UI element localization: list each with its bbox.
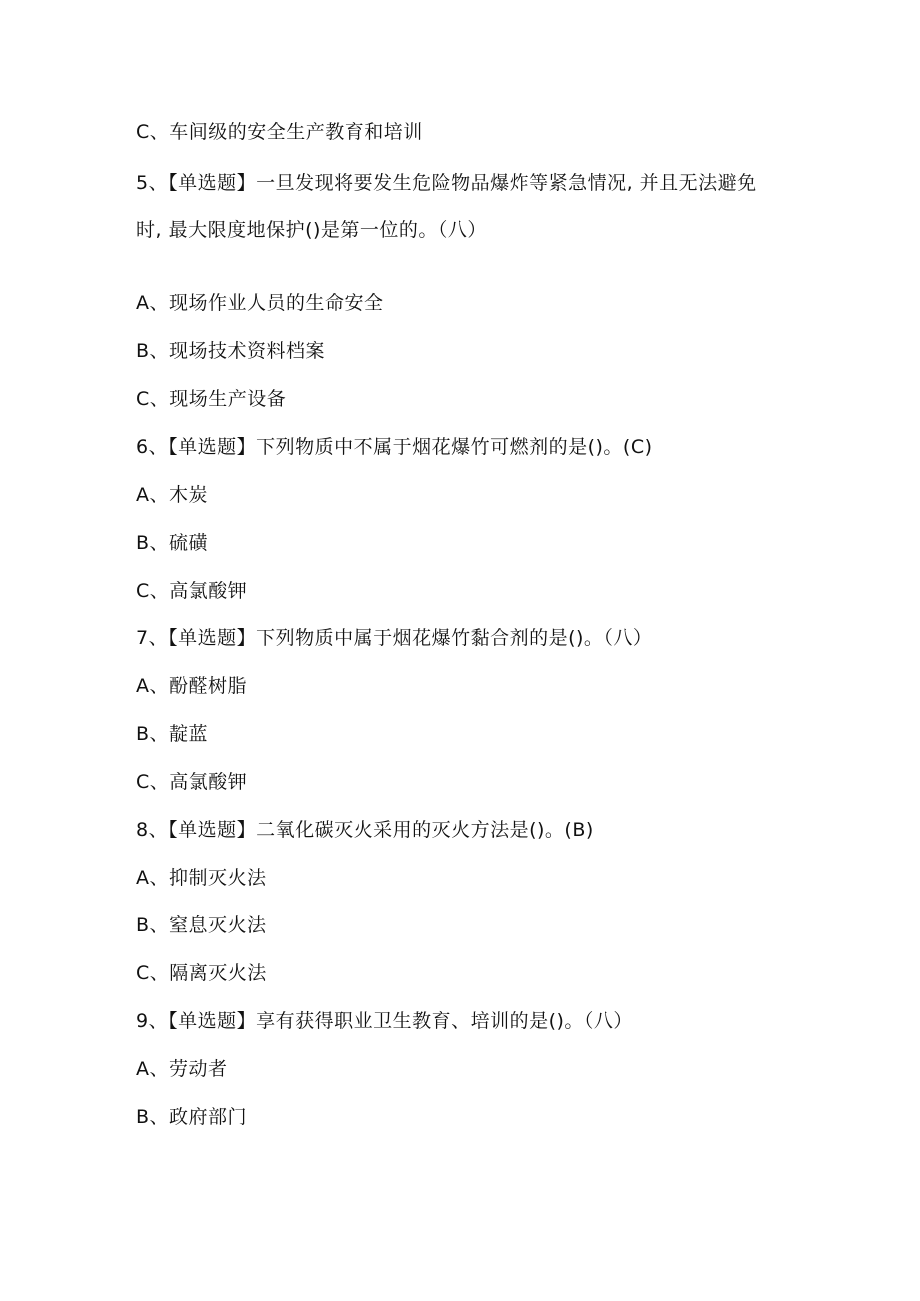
q8-option-a: A、抑制灭火法 [136, 867, 267, 889]
q4-option-c: C、车间级的安全生产教育和培训 [136, 121, 423, 143]
q6-option-b: B、硫磺 [136, 532, 209, 554]
q7-option-a: A、酚醛树脂 [136, 675, 247, 697]
q9-option-a: A、劳动者 [136, 1058, 228, 1080]
q8-option-c: C、隔离灭火法 [136, 962, 267, 984]
q6-option-c: C、高氯酸钾 [136, 580, 248, 602]
q5-option-b: B、现场技术资料档案 [136, 340, 326, 362]
q8-question: 8、【单选题】二氧化碳灭火采用的灭火方法是()。(B) [136, 819, 594, 841]
q5-question-line-2: 时, 最大限度地保护()是第一位的。（八） [136, 219, 487, 241]
q8-option-b: B、窒息灭火法 [136, 914, 267, 936]
q9-option-b: B、政府部门 [136, 1106, 248, 1128]
q7-option-c: C、高氯酸钾 [136, 771, 248, 793]
q7-question: 7、【单选题】下列物质中属于烟花爆竹黏合剂的是()。（八） [136, 627, 653, 649]
q6-option-a: A、木炭 [136, 484, 208, 506]
q5-option-c: C、现场生产设备 [136, 388, 287, 410]
q6-question: 6、【单选题】下列物质中不属于烟花爆竹可燃剂的是()。(C) [136, 436, 653, 458]
q9-question: 9、【单选题】享有获得职业卫生教育、培训的是()。（八） [136, 1010, 633, 1032]
q7-option-b: B、靛蓝 [136, 723, 209, 745]
q5-question-line-1: 5、【单选题】一旦发现将要发生危险物品爆炸等紧急情况, 并且无法避免 [136, 172, 757, 194]
q5-option-a: A、现场作业人员的生命安全 [136, 292, 384, 314]
